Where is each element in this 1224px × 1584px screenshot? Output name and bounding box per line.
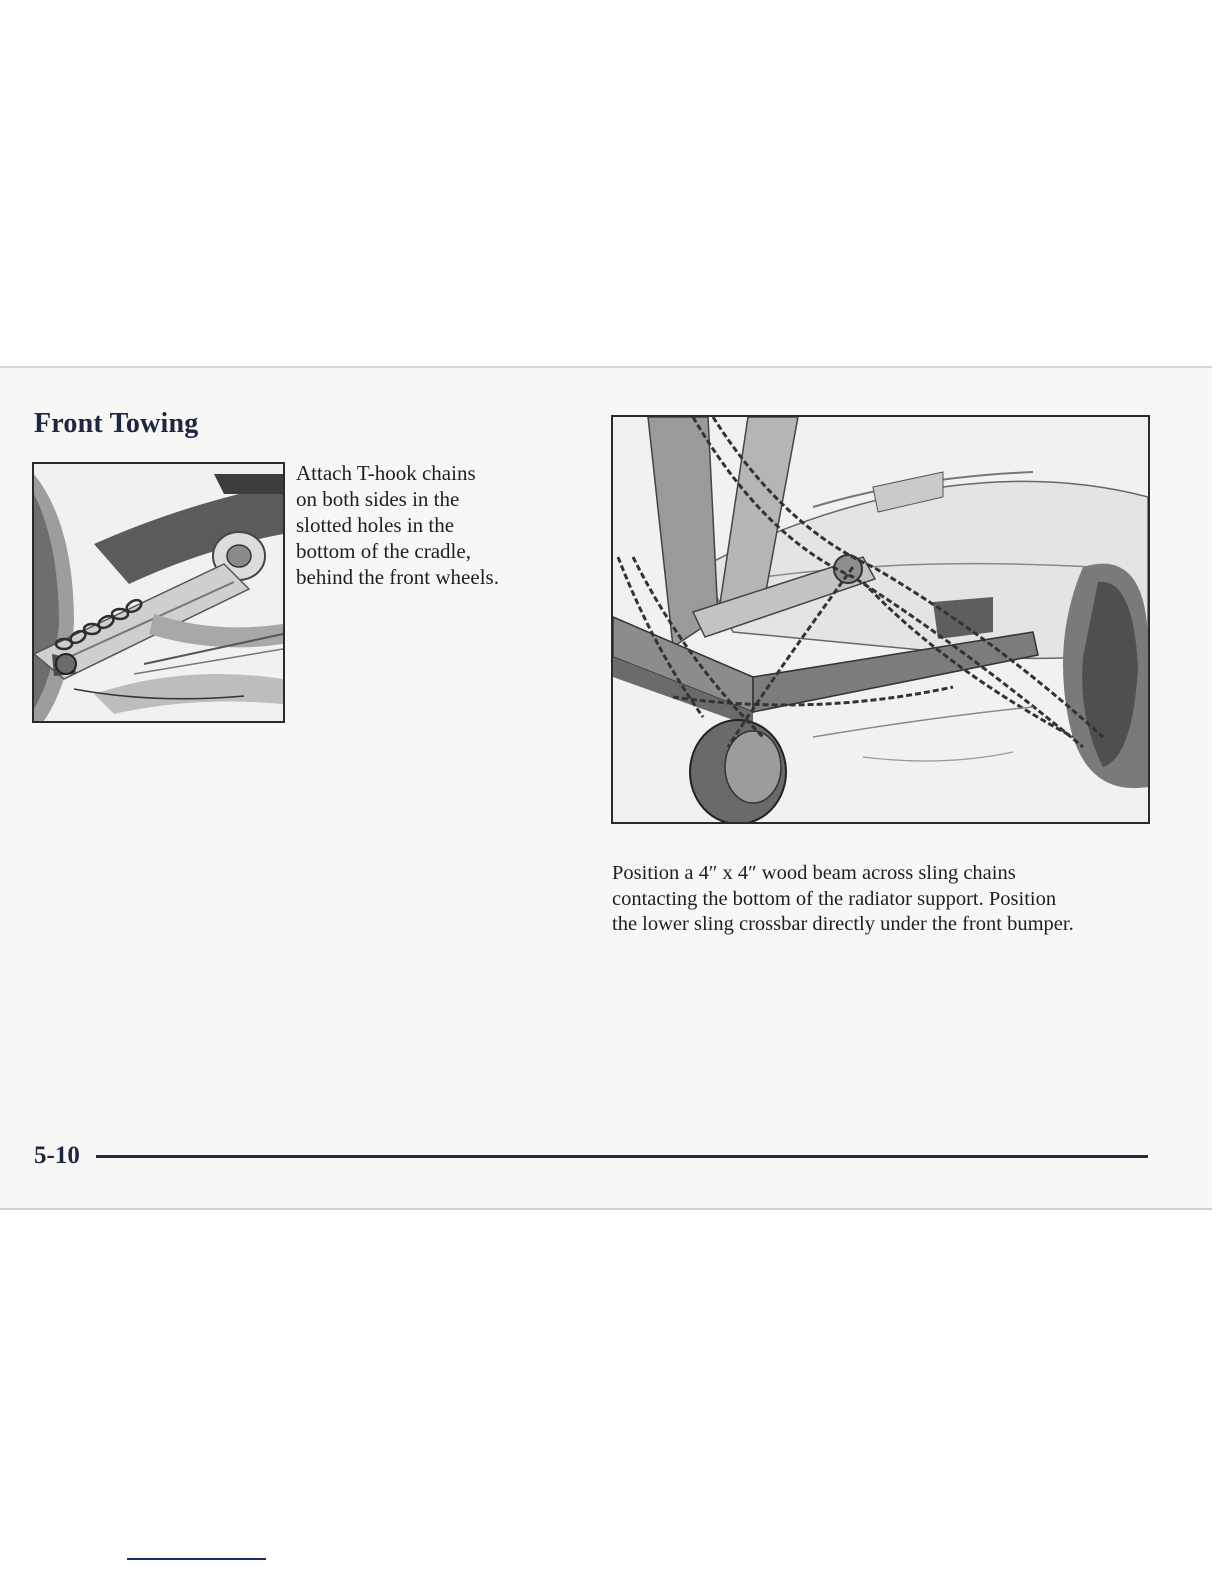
beam-position-instructions: Position a 4″ x 4″ wood beam across sling chains contacting the bottom of the radiator support. Position the lower sling crossbar directly under the front bumper. — [612, 862, 1074, 935]
footer-divider — [96, 1155, 1148, 1158]
page-number: 5-10 — [34, 1142, 80, 1169]
bottom-divider — [127, 1558, 266, 1560]
t-hook-cradle-illustration — [32, 462, 285, 723]
sling-chain-beam-illustration — [611, 415, 1150, 824]
manual-page — [0, 366, 1212, 1210]
section-title: Front Towing — [34, 408, 199, 439]
t-hook-instructions: Attach T-hook chains on both sides in the slotted holes in the bottom of the cradle, behind the front wheels. — [296, 461, 499, 589]
